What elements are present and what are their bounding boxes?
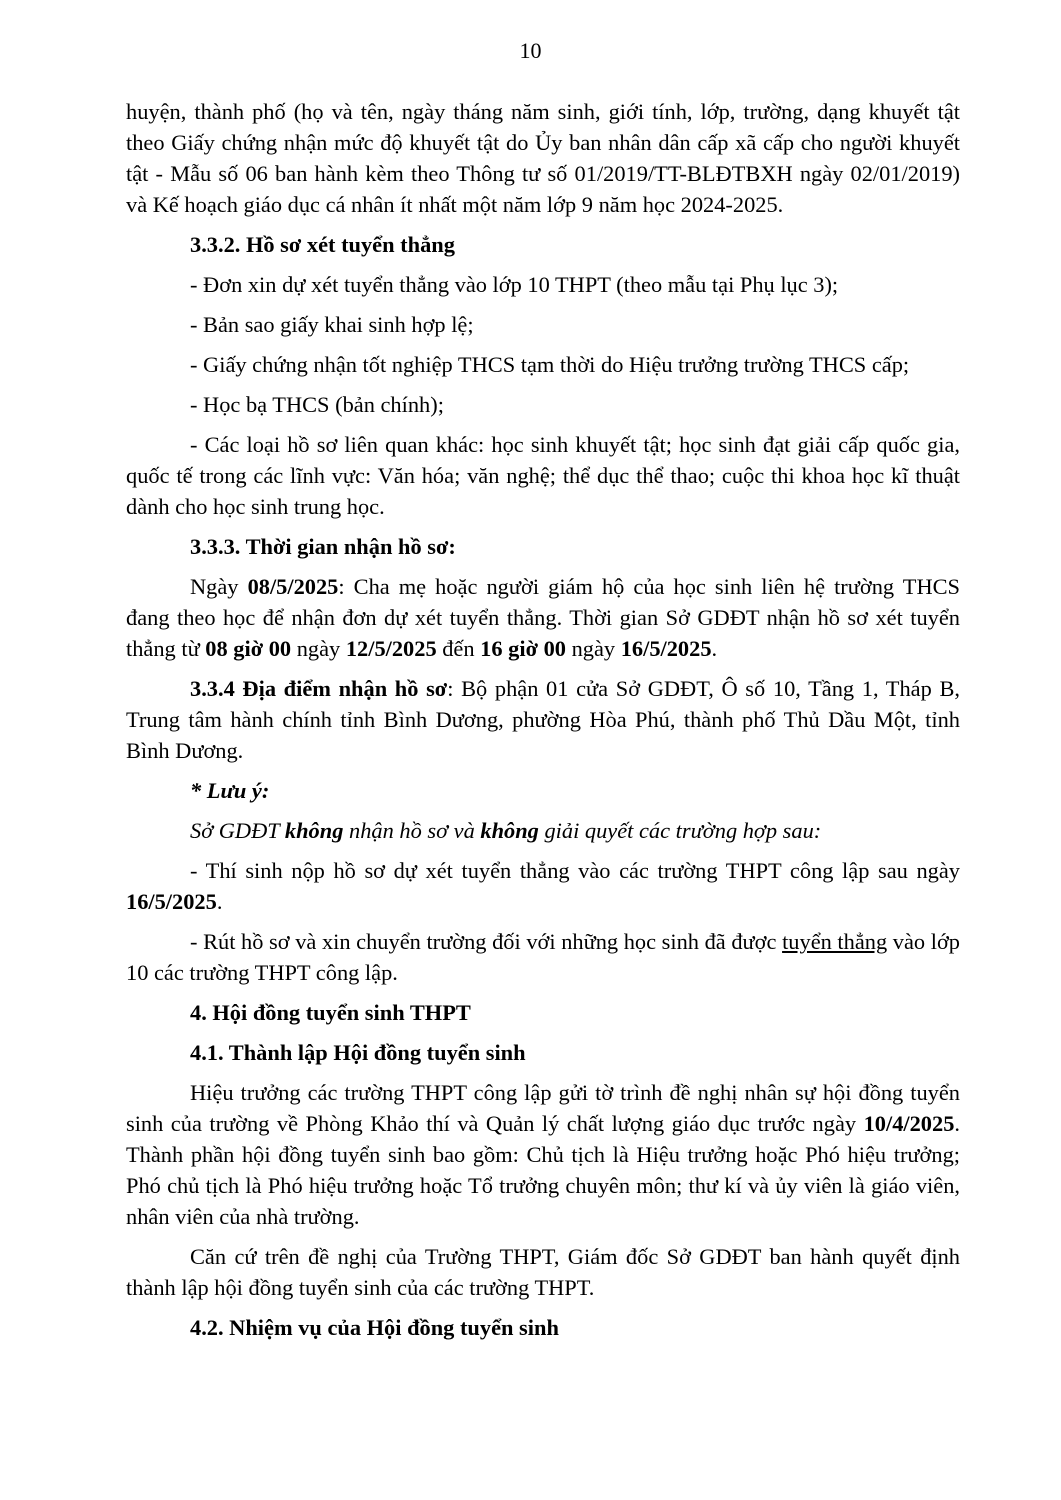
note-title: * Lưu ý: bbox=[190, 778, 270, 803]
note-item: - Thí sinh nộp hồ sơ dự xét tuyển thẳng vào các trường THPT công lập sau ngày 16/5/2025. bbox=[126, 858, 960, 914]
list-item: - Đơn xin dự xét tuyển thẳng vào lớp 10 THPT (theo mẫu tại Phụ lục 3); bbox=[190, 272, 839, 297]
paragraph-receiving-time: Ngày 08/5/2025: Cha mẹ hoặc người giám hộ của học sinh liên hệ trường THCS đang theo học để nhận đơn dự xét tuyển thẳng. Thời gian Sở GDĐT nhận hồ sơ xét tuyển thẳng từ 08 giờ 00 ngày 12/5/2025 đến 16 giờ 00 ngày 16/5/2025. bbox=[126, 574, 960, 661]
paragraph-council-decision: Căn cứ trên đề nghị của Trường THPT, Giám đốc Sở GDĐT ban hành quyết định thành lập hội đồng tuyển sinh của các trường THPT. bbox=[126, 1244, 960, 1300]
document-body bbox=[126, 96, 960, 1343]
list-item: - Bản sao giấy khai sinh hợp lệ; bbox=[190, 312, 474, 337]
section-heading-4: 4. Hội đồng tuyển sinh THPT bbox=[190, 1000, 471, 1025]
section-heading-4-2: 4.2. Nhiệm vụ của Hội đồng tuyển sinh bbox=[190, 1315, 559, 1340]
section-heading-3-3-3: 3.3.3. Thời gian nhận hồ sơ: bbox=[190, 534, 456, 559]
paragraph-council-establishment: Hiệu trưởng các trường THPT công lập gửi tờ trình đề nghị nhân sự hội đồng tuyển sinh của trường về Phòng Khảo thí và Quản lý chất lượng giáo dục trước ngày 10/4/2025. Thành phần hội đồng tuyển sinh bao gồm: Chủ tịch là Hiệu trưởng hoặc Phó hiệu trưởng; Phó chủ tịch là Phó hiệu trưởng hoặc Tổ trưởng chuyên môn; thư kí và ủy viên là giáo viên, nhân viên của nhà trường. bbox=[126, 1080, 960, 1229]
section-heading-4-1: 4.1. Thành lập Hội đồng tuyển sinh bbox=[190, 1040, 526, 1065]
note-intro: Sở GDĐT không nhận hồ sơ và không giải quyết các trường hợp sau: bbox=[190, 818, 822, 843]
page-number: 10 bbox=[519, 38, 542, 63]
list-item: - Giấy chứng nhận tốt nghiệp THCS tạm thời do Hiệu trưởng trường THCS cấp; bbox=[190, 352, 910, 377]
list-item: - Học bạ THCS (bản chính); bbox=[190, 392, 444, 417]
paragraph-receiving-location: 3.3.4 Địa điểm nhận hồ sơ: Bộ phận 01 cửa Sở GDĐT, Ô số 10, Tầng 1, Tháp B, Trung tâm hành chính tỉnh Bình Dương, phường Hòa Phú, thành phố Thủ Dầu Một, tỉnh Bình Dương. bbox=[126, 676, 960, 763]
list-item: - Các loại hồ sơ liên quan khác: học sinh khuyết tật; học sinh đạt giải cấp quốc gia, quốc tế trong các lĩnh vực: Văn hóa; văn nghệ; thể dục thể thao; cuộc thi khoa học kĩ thuật dành cho học sinh trung học. bbox=[126, 432, 960, 519]
note-item: - Rút hồ sơ và xin chuyển trường đối với những học sinh đã được tuyển thẳng vào lớp 10 các trường THPT công lập. bbox=[126, 929, 960, 985]
section-heading-3-3-2: 3.3.2. Hồ sơ xét tuyển thẳng bbox=[190, 232, 455, 257]
paragraph-continued: huyện, thành phố (họ và tên, ngày tháng năm sinh, giới tính, lớp, trường, dạng khuyết tật theo Giấy chứng nhận mức độ khuyết tật do Ủy ban nhân dân cấp xã cấp cho người khuyết tật - Mẫu số 06 ban hành kèm theo Thông tư số 01/2019/TT-BLĐTBXH ngày 02/01/2019) và Kế hoạch giáo dục cá nhân ít nhất một năm lớp 9 năm học 2024-2025. bbox=[126, 99, 960, 217]
